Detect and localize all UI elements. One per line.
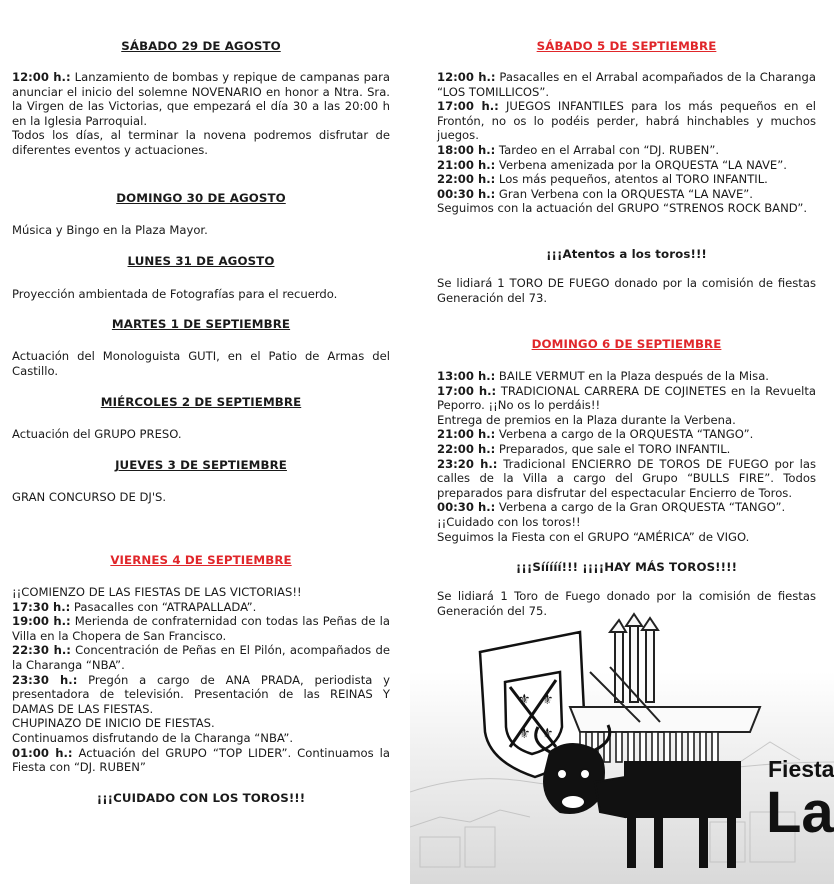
martes-1-text: Actuación del Monologuista GUTI, en el Patio de Armas del Castillo. <box>12 349 390 378</box>
svg-text:⚜: ⚜ <box>541 692 554 708</box>
sabado-29-schedule <box>12 70 390 158</box>
entry-text: Merienda de confraternidad con todas las Peñas de la Villa en la Chopera de San Francisco. <box>12 614 390 643</box>
schedule-entry <box>437 143 816 158</box>
schedule-entry <box>12 731 390 746</box>
schedule-entry <box>12 128 390 157</box>
cover-title-line1: Fiesta <box>768 756 834 782</box>
heading-martes-1: MARTES 1 DE SEPTIEMBRE <box>111 317 291 331</box>
schedule-entry <box>437 369 816 384</box>
heading-jueves-3: JUEVES 3 DE SEPTIEMBRE <box>115 458 287 472</box>
schedule-entry <box>437 172 816 187</box>
schedule-entry <box>437 457 816 501</box>
heading-miercoles-2: MIÉRCOLES 2 DE SEPTIEMBRE <box>100 395 302 409</box>
schedule-entry <box>437 187 816 202</box>
fire-bull-illustration <box>410 612 834 884</box>
schedule-entry <box>437 413 816 428</box>
entry-text: Actuación del GRUPO “TOP LIDER”. Continuamos la Fiesta con “DJ. RUBEN” <box>12 745 390 775</box>
entry-time: 23:20 h.: <box>437 456 498 471</box>
domingo-6-alert: ¡¡¡Sííííí!!! ¡¡¡¡HAY MÁS TOROS!!!! <box>515 560 738 574</box>
schedule-entry <box>12 673 390 717</box>
schedule-entry <box>437 530 816 545</box>
viernes-4-schedule <box>12 585 390 775</box>
entry-time: 17:30 h.: <box>12 599 71 614</box>
heading-lunes-31: LUNES 31 DE AGOSTO <box>127 254 275 268</box>
schedule-entry <box>12 600 390 615</box>
domingo-6-schedule <box>437 369 816 544</box>
entry-time: 21:00 h.: <box>437 427 496 442</box>
entry-text: Seguimos con la actuación del GRUPO “STRENOS ROCK BAND”. <box>437 201 808 216</box>
schedule-entry <box>437 384 816 413</box>
entry-text: Entrega de premios en la Plaza durante la Verbena. <box>437 412 736 427</box>
entry-text: Tardeo en el Arrabal con “DJ. RUBEN”. <box>495 142 720 157</box>
entry-text: ¡¡COMIENZO DE LAS FIESTAS DE LAS VICTORIAS!! <box>12 585 302 599</box>
entry-text: Concentración de Peñas en El Pilón, acompañados de la Charanga “NBA”. <box>12 643 390 672</box>
entry-time: 00:30 h.: <box>437 500 496 515</box>
svg-text:⚜: ⚜ <box>518 692 531 708</box>
schedule-entry <box>12 614 390 643</box>
schedule-entry <box>12 585 390 600</box>
schedule-entry <box>437 201 816 216</box>
schedule-entry <box>12 716 390 731</box>
entry-time: 01:00 h.: <box>12 745 73 760</box>
entry-text: ¡¡Cuidado con los toros!! <box>437 514 581 529</box>
entry-text: Lanzamiento de bombas y repique de campanas para anunciar el inicio del solemne NOVENARIO en honor a Ntra. Sra. la Virgen de las Victorias, que empezará el día 30 a las 20:00 h en la Iglesia Parroquial. <box>12 70 390 128</box>
sabado-5-alert: ¡¡¡Atentos a los toros!!! <box>546 247 707 261</box>
heading-domingo-30: DOMINGO 30 DE AGOSTO <box>116 191 286 205</box>
entry-text: Preparados, que sale el TORO INFANTIL. <box>495 441 731 456</box>
heading-sabado-5: SÁBADO 5 DE SEPTIEMBRE <box>536 39 717 53</box>
schedule-entry <box>12 70 390 128</box>
entry-text: Pasacalles en el Arrabal acompañados de la Charanga “LOS TOMILLICOS”. <box>437 70 816 99</box>
entry-text: JUEGOS INFANTILES para los más pequeños en el Frontón, no os lo podéis perder, habrá hinchables y muchos juegos. <box>437 99 816 143</box>
entry-time: 22:30 h.: <box>12 643 71 658</box>
schedule-entry <box>437 442 816 457</box>
sabado-5-schedule <box>437 70 816 216</box>
entry-time: 22:00 h.: <box>437 441 496 456</box>
entry-time: 17:00 h.: <box>437 383 497 398</box>
jueves-3-text: GRAN CONCURSO DE DJ'S. <box>12 490 167 504</box>
viernes-4-closing: ¡¡¡CUIDADO CON LOS TOROS!!! <box>96 791 306 805</box>
schedule-entry <box>437 158 816 173</box>
cover-title-line2: La <box>766 780 834 845</box>
entry-text: Seguimos la Fiesta con el GRUPO “AMÉRICA” de VIGO. <box>437 529 750 544</box>
domingo-6-note: Se lidiará 1 Toro de Fuego donado por la comisión de fiestas Generación del 75. <box>437 589 816 618</box>
schedule-entry <box>437 427 816 442</box>
entry-text: Tradicional ENCIERRO DE TOROS DE FUEGO por las calles de la Villa a cargo del Grupo “BULLS FIRE”. Todos preparados para disfrutar del espectacular Encierro de Toros. <box>437 456 816 500</box>
schedule-entry <box>437 99 816 143</box>
schedule-entry <box>437 515 816 530</box>
sabado-5-note: Se lidiará 1 TORO DE FUEGO donado por la comisión de fiestas Generación del 73. <box>437 276 816 305</box>
heading-domingo-6: DOMINGO 6 DE SEPTIEMBRE <box>531 337 722 351</box>
entry-time: 21:00 h.: <box>437 157 496 172</box>
entry-time: 22:00 h.: <box>437 172 496 187</box>
svg-text:⚜: ⚜ <box>518 726 531 742</box>
entry-text: Verbena a cargo de la Gran ORQUESTA “TANGO”. <box>495 500 786 515</box>
entry-time: 13:00 h.: <box>437 369 496 383</box>
entry-text: Verbena a cargo de la ORQUESTA “TANGO”. <box>495 427 754 442</box>
schedule-entry <box>437 500 816 515</box>
entry-text: Gran Verbena con la ORQUESTA “LA NAVE”. <box>495 186 753 201</box>
cover-artwork <box>410 612 834 884</box>
svg-text:⚜: ⚜ <box>541 726 554 742</box>
entry-text: Todos los días, al terminar la novena podremos disfrutar de diferentes eventos y actuaciones. <box>12 128 390 157</box>
entry-time: 17:00 h.: <box>437 99 499 114</box>
entry-time: 18:00 h.: <box>437 142 496 157</box>
heading-sabado-29: SÁBADO 29 DE AGOSTO <box>121 39 281 53</box>
entry-time: 12:00 h.: <box>437 70 496 84</box>
entry-time: 19:00 h.: <box>12 614 71 629</box>
schedule-entry <box>12 746 390 775</box>
entry-text: Verbena amenizada por la ORQUESTA “LA NAVE”. <box>495 157 787 172</box>
entry-time: 12:00 h.: <box>12 70 71 84</box>
entry-text: Los más pequeños, atentos al TORO INFANTIL. <box>495 172 768 187</box>
entry-text: TRADICIONAL CARRERA DE COJINETES en la Revuelta Peporro. ¡¡No os lo perdáis!! <box>437 383 816 413</box>
heading-viernes-4: VIERNES 4 DE SEPTIEMBRE <box>110 553 292 567</box>
schedule-entry <box>437 70 816 99</box>
schedule-entry <box>12 643 390 672</box>
entry-text: Pasacalles con “ATRAPALLADA”. <box>70 599 257 614</box>
entry-time: 00:30 h.: <box>437 186 496 201</box>
miercoles-2-text: Actuación del GRUPO PRESO. <box>12 427 182 441</box>
entry-text: Continuamos disfrutando de la Charanga “NBA”. <box>12 730 294 745</box>
lunes-31-text: Proyección ambientada de Fotografías para el recuerdo. <box>12 287 338 301</box>
entry-time: 23:30 h.: <box>12 672 78 687</box>
domingo-30-text: Música y Bingo en la Plaza Mayor. <box>12 223 208 237</box>
entry-text: CHUPINAZO DE INICIO DE FIESTAS. <box>12 716 215 731</box>
entry-text: Pregón a cargo de ANA PRADA, periodista y presentadora de televisión. Presentación de las REINAS Y DAMAS DE LAS FIESTAS. <box>12 672 390 716</box>
entry-text: BAILE VERMUT en la Plaza después de la Misa. <box>495 369 769 383</box>
